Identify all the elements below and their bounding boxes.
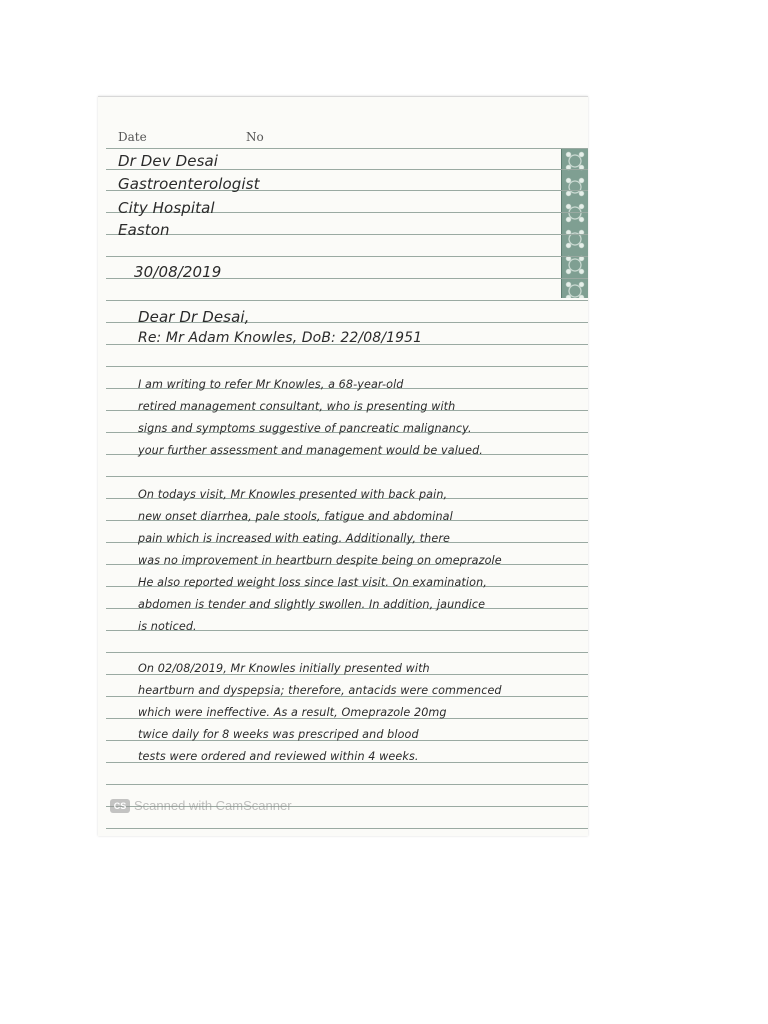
ruled-line xyxy=(106,366,588,367)
page-top-edge xyxy=(98,96,588,97)
ruled-line xyxy=(106,148,588,149)
ruled-line xyxy=(106,828,588,829)
watermark-text: Scanned with CamScanner xyxy=(134,798,292,813)
recipient-title: Gastroenterologist xyxy=(118,175,260,193)
ruled-line xyxy=(106,256,588,257)
ruled-line xyxy=(106,300,588,301)
date-label: Date xyxy=(118,130,147,144)
paragraph3-line: which were ineffective. As a result, Omeprazole 20mg xyxy=(138,706,447,719)
paragraph2-line: new onset diarrhea, pale stools, fatigue and abdominal xyxy=(138,510,453,523)
paragraph1-line: signs and symptoms suggestive of pancreatic malignancy. xyxy=(138,422,472,435)
paragraph2-line: On todays visit, Mr Knowles presented with back pain, xyxy=(138,488,448,501)
paragraph1-line: your further assessment and management would be valued. xyxy=(138,444,483,457)
letter-date: 30/08/2019 xyxy=(134,263,222,281)
paragraph3-line: On 02/08/2019, Mr Knowles initially presented with xyxy=(138,662,430,675)
paragraph2-line: abdomen is tender and slightly swollen. In addition, jaundice xyxy=(138,598,486,611)
salutation: Dear Dr Desai, xyxy=(138,308,250,326)
camscanner-logo-icon: CS xyxy=(110,799,130,813)
paragraph2-line: is noticed. xyxy=(138,620,197,633)
re-line: Re: Mr Adam Knowles, DoB: 22/08/1951 xyxy=(138,330,423,346)
paragraph1-line: retired management consultant, who is presenting with xyxy=(138,400,456,413)
paragraph3-line: twice daily for 8 weeks was prescriped and blood xyxy=(138,728,419,741)
paragraph2-line: was no improvement in heartburn despite being on omeprazole xyxy=(138,554,502,567)
decorative-margin-pattern xyxy=(561,148,588,298)
scanned-letter-page xyxy=(98,96,588,836)
recipient-city: Easton xyxy=(118,221,170,239)
paragraph1-line: I am writing to refer Mr Knowles, a 68-year-old xyxy=(138,378,404,391)
paragraph3-line: heartburn and dyspepsia; therefore, antacids were commenced xyxy=(138,684,502,697)
paragraph2-line: pain which is increased with eating. Additionally, there xyxy=(138,532,451,545)
camscanner-watermark xyxy=(110,798,292,813)
ruled-line xyxy=(106,476,588,477)
ruled-line xyxy=(106,234,588,235)
paragraph3-line: tests were ordered and reviewed within 4 weeks. xyxy=(138,750,419,763)
no-label: No xyxy=(246,130,264,144)
recipient-hospital: City Hospital xyxy=(118,199,215,217)
recipient-name: Dr Dev Desai xyxy=(118,152,219,170)
ruled-line xyxy=(106,784,588,785)
ruled-line xyxy=(106,652,588,653)
paragraph2-line: He also reported weight loss since last visit. On examination, xyxy=(138,576,487,589)
